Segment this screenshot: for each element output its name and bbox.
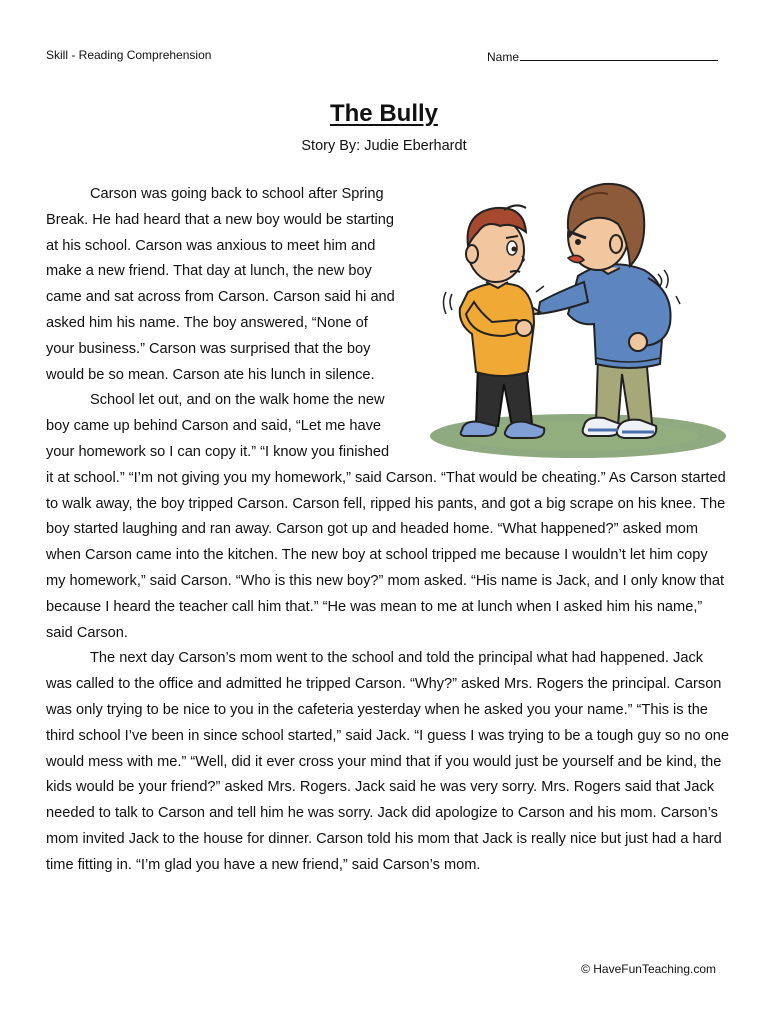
- skill-label: Skill - Reading Comprehension: [46, 48, 212, 62]
- copyright-footer: © HaveFunTeaching.com: [581, 962, 716, 976]
- bully-illustration: [408, 174, 738, 464]
- name-blank-line[interactable]: [520, 48, 718, 61]
- story-byline: Story By: Judie Eberhardt: [301, 138, 467, 154]
- story-title: The Bully: [329, 100, 438, 127]
- story-body: [46, 182, 730, 879]
- worksheet-header: [46, 48, 718, 66]
- story-paragraph: School let out, and on the walk home the new boy came up behind Carson and said, “Let me have your homework so I can copy it.” “I know you finished it at school.” “I’m not giving you my homework,” said Carson. “That would be cheating.” As Carson started to walk away, the boy tripped Carson. Carson fell, ripped his pants, and got a big scrape on his knee. The boy started laughing and ran away. Carson got up and headed home. “What happened?” asked mom when Carson came into the kitchen. The new boy at school tripped me because I wouldn’t let him copy my homework,” said Carson. “Who is this new boy?” mom asked. “His name is Jack, and I only know that because I heard the teacher call him that.” “He was mean to me at lunch when I asked him his name,” said Carson.: [46, 392, 726, 641]
- story-paragraph: Carson was going back to school after Spring Break. He had heard that a new boy would be starting at his school. Carson was anxious to meet him and make a new friend. That day at lunch, the new boy came and sat across from Carson. Carson said hi and asked him his name. The boy answered, “None of your business.” Carson was surprised that the boy would be so mean. Carson ate his lunch in silence.: [46, 186, 395, 383]
- story-paragraph: The next day Carson’s mom went to the school and told the principal what had happened. Jack was called to the office and admitted he tripped Carson. “Why?” asked Mrs. Rogers the principal. Carson was only trying to be nice to you in the cafeteria yesterday when he asked you your name.” “This is the third school I’ve been in since school started,” said Jack. “I guess I was trying to be a tough guy so no one would mess with me.” “Well, did it ever cross your mind that if you would just be yourself and be kind, the kids would be your friend?” asked Mrs. Rogers. Jack said he was very sorry. Mrs. Rogers said that Jack needed to talk to Carson and tell him he was sorry. Jack did apologize to Carson and his mom. Carson’s mom invited Jack to the house for dinner. Carson told his mom that Jack is really nice but just had a hard time fitting in. “I’m glad you have a new friend,” said Carson’s mom.: [46, 650, 730, 873]
- name-field[interactable]: [487, 48, 718, 64]
- name-label: Name: [486, 50, 519, 64]
